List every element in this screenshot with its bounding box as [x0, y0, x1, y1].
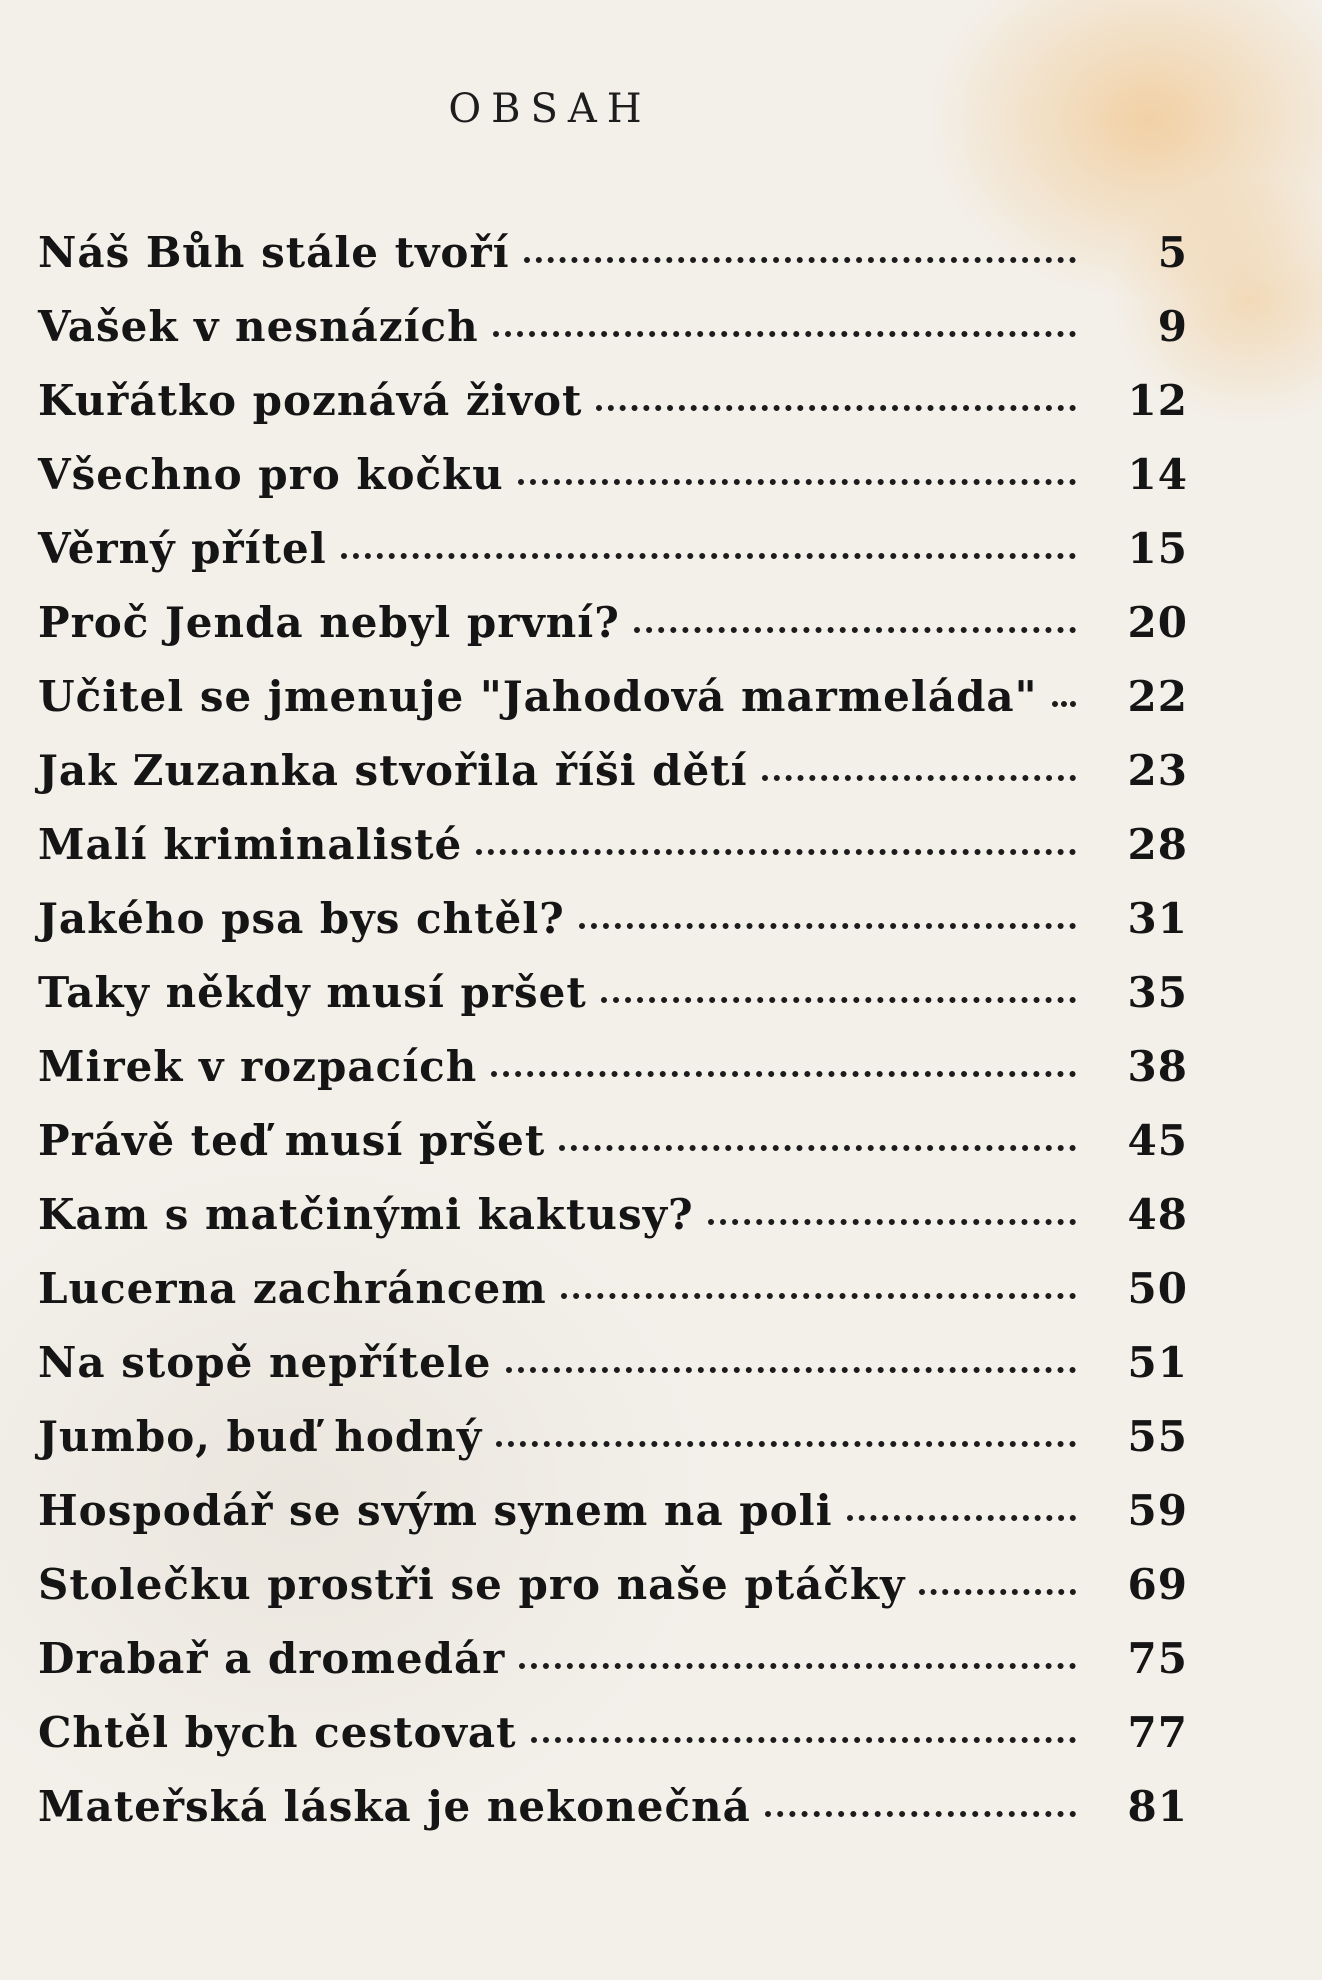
- toc-entry: [38, 820, 1188, 894]
- toc-entry-title: Jakého psa bys chtěl?: [38, 894, 565, 943]
- toc-entry-page-number: 35: [1127, 968, 1188, 1017]
- toc-entry: [38, 598, 1188, 672]
- dot-leader: [1052, 701, 1076, 707]
- toc-entry-page-number: 5: [1157, 228, 1188, 277]
- dot-leader: [518, 479, 1076, 485]
- page-title: OBSAH: [448, 86, 652, 132]
- toc-entry: [38, 1338, 1188, 1412]
- toc-entry-title: Jumbo, buď hodný: [38, 1412, 483, 1461]
- toc-entry: [38, 746, 1188, 820]
- toc-entry-title: Na stopě nepřítele: [38, 1338, 492, 1387]
- toc-entry-title: Malí kriminalisté: [38, 820, 463, 869]
- toc-entry-title: Věrný přítel: [38, 524, 327, 573]
- dot-leader: [491, 1071, 1076, 1077]
- toc-entry: [38, 376, 1188, 450]
- toc-entry-title: Právě teď musí pršet: [38, 1116, 546, 1165]
- dot-leader: [561, 1293, 1076, 1299]
- toc-entry-title: Hospodář se svým synem na poli: [38, 1486, 833, 1535]
- toc-entry-page-number: 20: [1127, 598, 1188, 647]
- toc-entry: [38, 672, 1188, 746]
- toc-entry: [38, 1560, 1188, 1634]
- toc-entry-title: Taky někdy musí pršet: [38, 968, 587, 1017]
- dot-leader: [634, 627, 1076, 633]
- toc-entry-page-number: 69: [1127, 1560, 1188, 1609]
- toc-entry-page-number: 22: [1127, 672, 1188, 721]
- toc-entry-page-number: 23: [1127, 746, 1188, 795]
- toc-entry: [38, 1264, 1188, 1338]
- table-of-contents: [38, 228, 1188, 1856]
- toc-entry-title: Chtěl bych cestovat: [38, 1708, 517, 1757]
- toc-entry-page-number: 50: [1127, 1264, 1188, 1313]
- dot-leader: [506, 1367, 1076, 1373]
- toc-entry-page-number: 81: [1127, 1782, 1188, 1831]
- toc-entry-title: Kam s matčinými kaktusy?: [38, 1190, 694, 1239]
- dot-leader: [579, 923, 1076, 929]
- toc-entry-title: Proč Jenda nebyl první?: [38, 598, 620, 647]
- dot-leader: [519, 1663, 1076, 1669]
- toc-entry: [38, 450, 1188, 524]
- dot-leader: [559, 1145, 1076, 1151]
- toc-entry-title: Drabař a dromedár: [38, 1634, 506, 1683]
- toc-entry-page-number: 55: [1127, 1412, 1188, 1461]
- dot-leader: [919, 1589, 1076, 1595]
- toc-entry: [38, 302, 1188, 376]
- toc-entry-title: Náš Bůh stále tvoří: [38, 228, 510, 277]
- toc-entry-page-number: 14: [1127, 450, 1188, 499]
- toc-entry-title: Mirek v rozpacích: [38, 1042, 478, 1091]
- dot-leader: [496, 1441, 1076, 1447]
- dot-leader: [708, 1219, 1076, 1225]
- toc-entry: [38, 1486, 1188, 1560]
- dot-leader: [601, 997, 1076, 1003]
- toc-entry-title: Stolečku prostři se pro naše ptáčky: [38, 1560, 906, 1609]
- dot-leader: [341, 553, 1076, 559]
- toc-entry: [38, 1042, 1188, 1116]
- dot-leader: [762, 775, 1076, 781]
- toc-entry: [38, 1116, 1188, 1190]
- toc-entry-page-number: 75: [1127, 1634, 1188, 1683]
- toc-entry: [38, 1782, 1188, 1856]
- dot-leader: [493, 331, 1076, 337]
- toc-entry-page-number: 31: [1127, 894, 1188, 943]
- toc-entry-title: Všechno pro kočku: [38, 450, 504, 499]
- toc-entry-page-number: 48: [1127, 1190, 1188, 1239]
- toc-entry-page-number: 9: [1157, 302, 1188, 351]
- toc-entry-page-number: 15: [1127, 524, 1188, 573]
- toc-entry-page-number: 77: [1127, 1708, 1188, 1757]
- toc-entry-title: Lucerna zachráncem: [38, 1264, 547, 1313]
- toc-entry-page-number: 51: [1127, 1338, 1188, 1387]
- toc-entry: [38, 524, 1188, 598]
- toc-entry: [38, 228, 1188, 302]
- dot-leader: [847, 1515, 1076, 1521]
- toc-entry: [38, 894, 1188, 968]
- toc-entry: [38, 968, 1188, 1042]
- toc-entry: [38, 1708, 1188, 1782]
- toc-entry-page-number: 59: [1127, 1486, 1188, 1535]
- toc-entry-title: Mateřská láska je nekonečná: [38, 1782, 751, 1831]
- toc-entry-page-number: 38: [1127, 1042, 1188, 1091]
- toc-entry: [38, 1412, 1188, 1486]
- dot-leader: [765, 1811, 1076, 1817]
- toc-entry-page-number: 28: [1127, 820, 1188, 869]
- dot-leader: [531, 1737, 1076, 1743]
- toc-entry-page-number: 45: [1127, 1116, 1188, 1165]
- dot-leader: [596, 405, 1076, 411]
- toc-entry-page-number: 12: [1127, 376, 1188, 425]
- toc-entry-title: Jak Zuzanka stvořila říši dětí: [38, 746, 748, 795]
- toc-entry-title: Kuřátko poznává život: [38, 376, 583, 425]
- dot-leader: [476, 849, 1076, 855]
- toc-entry-title: Vašek v nesnázích: [38, 302, 479, 351]
- toc-entry-title: Učitel se jmenuje "Jahodová marmeláda": [38, 672, 1038, 721]
- dot-leader: [524, 257, 1076, 263]
- toc-entry: [38, 1634, 1188, 1708]
- toc-entry: [38, 1190, 1188, 1264]
